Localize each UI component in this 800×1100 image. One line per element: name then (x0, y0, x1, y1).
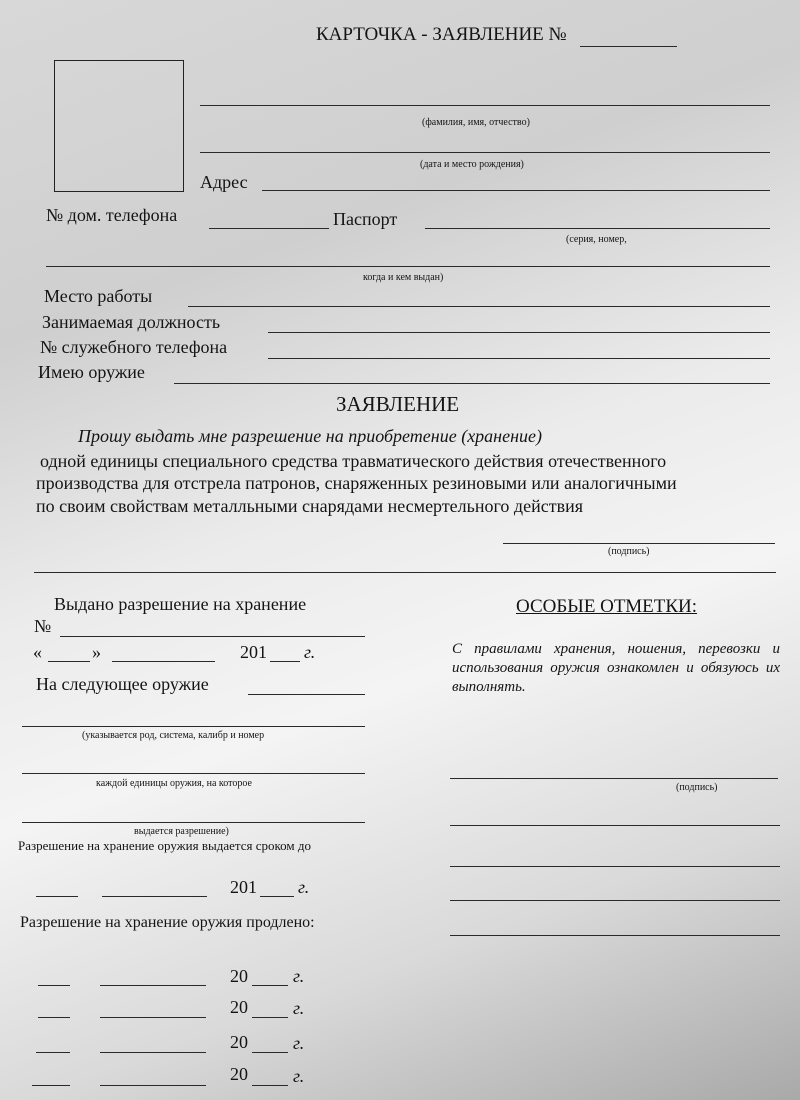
extended-label: Разрешение на хранение оружия продлено: (20, 914, 315, 931)
permit-number-field[interactable] (60, 636, 365, 637)
term-label: Разрешение на хранение оружия выдается сроком до (18, 838, 311, 853)
each-unit-hint: каждой единицы оружия, на которое (96, 778, 252, 789)
ext1-day-field[interactable] (38, 985, 70, 986)
position-field[interactable] (268, 332, 770, 333)
ext1-year-suffix: г. (293, 966, 305, 986)
passport-issued-hint: когда и кем выдан) (363, 272, 444, 283)
ext2-year-field[interactable] (252, 1017, 288, 1018)
statement-line-2: производства для отстрела патронов, снаряженных резиновыми или аналогичными (36, 473, 677, 493)
passport-series-hint: (серия, номер, (566, 234, 627, 245)
ext2-year-prefix: 20 (230, 997, 248, 1017)
ext1-year-field[interactable] (252, 985, 288, 986)
ext3-year-suffix: г. (293, 1033, 305, 1053)
address-label: Адрес (200, 172, 248, 192)
special-marks-line-2[interactable] (450, 866, 780, 867)
term-month-field[interactable] (102, 896, 207, 897)
ext4-month-field[interactable] (100, 1085, 206, 1086)
applicant-signature-hint: (подпись) (608, 546, 650, 557)
weapon-kind-hint: (указывается род, система, калибр и номер (82, 730, 265, 741)
passport-field[interactable] (425, 228, 770, 229)
issue-year-prefix: 201 (240, 642, 267, 662)
ext4-year-field[interactable] (252, 1085, 288, 1086)
permit-issued-hint: выдается разрешение) (134, 826, 229, 837)
weapon-desc-field-3[interactable] (22, 822, 365, 823)
ext1-month-field[interactable] (100, 985, 206, 986)
card-number-field[interactable] (580, 46, 677, 47)
weapon-desc-field-2[interactable] (22, 773, 365, 774)
work-phone-field[interactable] (268, 358, 770, 359)
acknowledge-signature-hint: (подпись) (676, 782, 718, 793)
special-marks-line-4[interactable] (450, 935, 780, 936)
card-title: КАРТОЧКА - ЗАЯВЛЕНИЕ № (316, 24, 567, 45)
ext3-year-prefix: 20 (230, 1032, 248, 1052)
position-label: Занимаемая должность (42, 312, 221, 332)
issue-month-field[interactable] (112, 661, 215, 662)
issue-year-field[interactable] (270, 661, 300, 662)
birth-field[interactable] (200, 152, 770, 153)
issue-date-open-quote: « (33, 642, 42, 662)
ext4-year-prefix: 20 (230, 1064, 248, 1084)
section-divider (34, 572, 776, 573)
ext3-year-field[interactable] (252, 1052, 288, 1053)
address-field[interactable] (262, 190, 770, 191)
weapon-owned-field[interactable] (174, 383, 770, 384)
term-year-prefix: 201 (230, 877, 257, 897)
birth-hint: (дата и место рождения) (420, 159, 524, 170)
ext4-year-suffix: г. (293, 1066, 305, 1086)
statement-heading: ЗАЯВЛЕНИЕ (336, 392, 460, 416)
ext1-year-prefix: 20 (230, 966, 248, 986)
statement-request: Прошу выдать мне разрешение на приобретение (хранение) (78, 426, 543, 446)
ext3-day-field[interactable] (36, 1052, 70, 1053)
photo-box (54, 60, 184, 192)
permit-number-prefix: № (34, 616, 52, 636)
fio-hint: (фамилия, имя, отчество) (422, 117, 530, 128)
applicant-signature-field[interactable] (503, 543, 775, 544)
term-day-field[interactable] (36, 896, 78, 897)
term-year-suffix: г. (298, 877, 310, 897)
weapon-desc-field-1[interactable] (22, 726, 365, 727)
ext3-month-field[interactable] (100, 1052, 206, 1053)
fio-field[interactable] (200, 105, 770, 106)
ext4-day-field[interactable] (32, 1085, 70, 1086)
statement-line-3: по своим свойствам металльными снарядами несмертельного действия (36, 496, 583, 516)
ext2-month-field[interactable] (100, 1017, 206, 1018)
issue-date-close-quote: » (92, 642, 101, 662)
ext2-day-field[interactable] (38, 1017, 70, 1018)
term-year-field[interactable] (260, 896, 294, 897)
special-marks-text: С правилами хранения, ношения, перевозки и использования оружия ознакомлен и обязуюсь их выполнять. (452, 641, 780, 695)
workplace-label: Место работы (44, 286, 153, 306)
acknowledge-signature-field[interactable] (450, 778, 778, 779)
permit-issued-label: Выдано разрешение на хранение (54, 594, 307, 614)
special-marks-line-3[interactable] (450, 900, 780, 901)
statement-line-1: одной единицы специального средства травматического действия отечественного (40, 451, 667, 471)
issue-year-suffix: г. (304, 642, 316, 662)
weapon-owned-label: Имею оружие (38, 362, 145, 382)
workplace-field[interactable] (188, 306, 770, 307)
next-weapon-field[interactable] (248, 694, 365, 695)
ext2-year-suffix: г. (293, 998, 305, 1018)
special-marks-heading: ОСОБЫЕ ОТМЕТКИ: (516, 596, 698, 617)
home-phone-label: № дом. телефона (46, 205, 178, 225)
special-marks-line-1[interactable] (450, 825, 780, 826)
issue-day-field[interactable] (48, 661, 90, 662)
passport-label: Паспорт (333, 209, 398, 229)
next-weapon-label: На следующее оружие (36, 674, 209, 694)
home-phone-field[interactable] (209, 228, 329, 229)
work-phone-label: № служебного телефона (40, 337, 228, 357)
passport-issued-field[interactable] (46, 266, 770, 267)
